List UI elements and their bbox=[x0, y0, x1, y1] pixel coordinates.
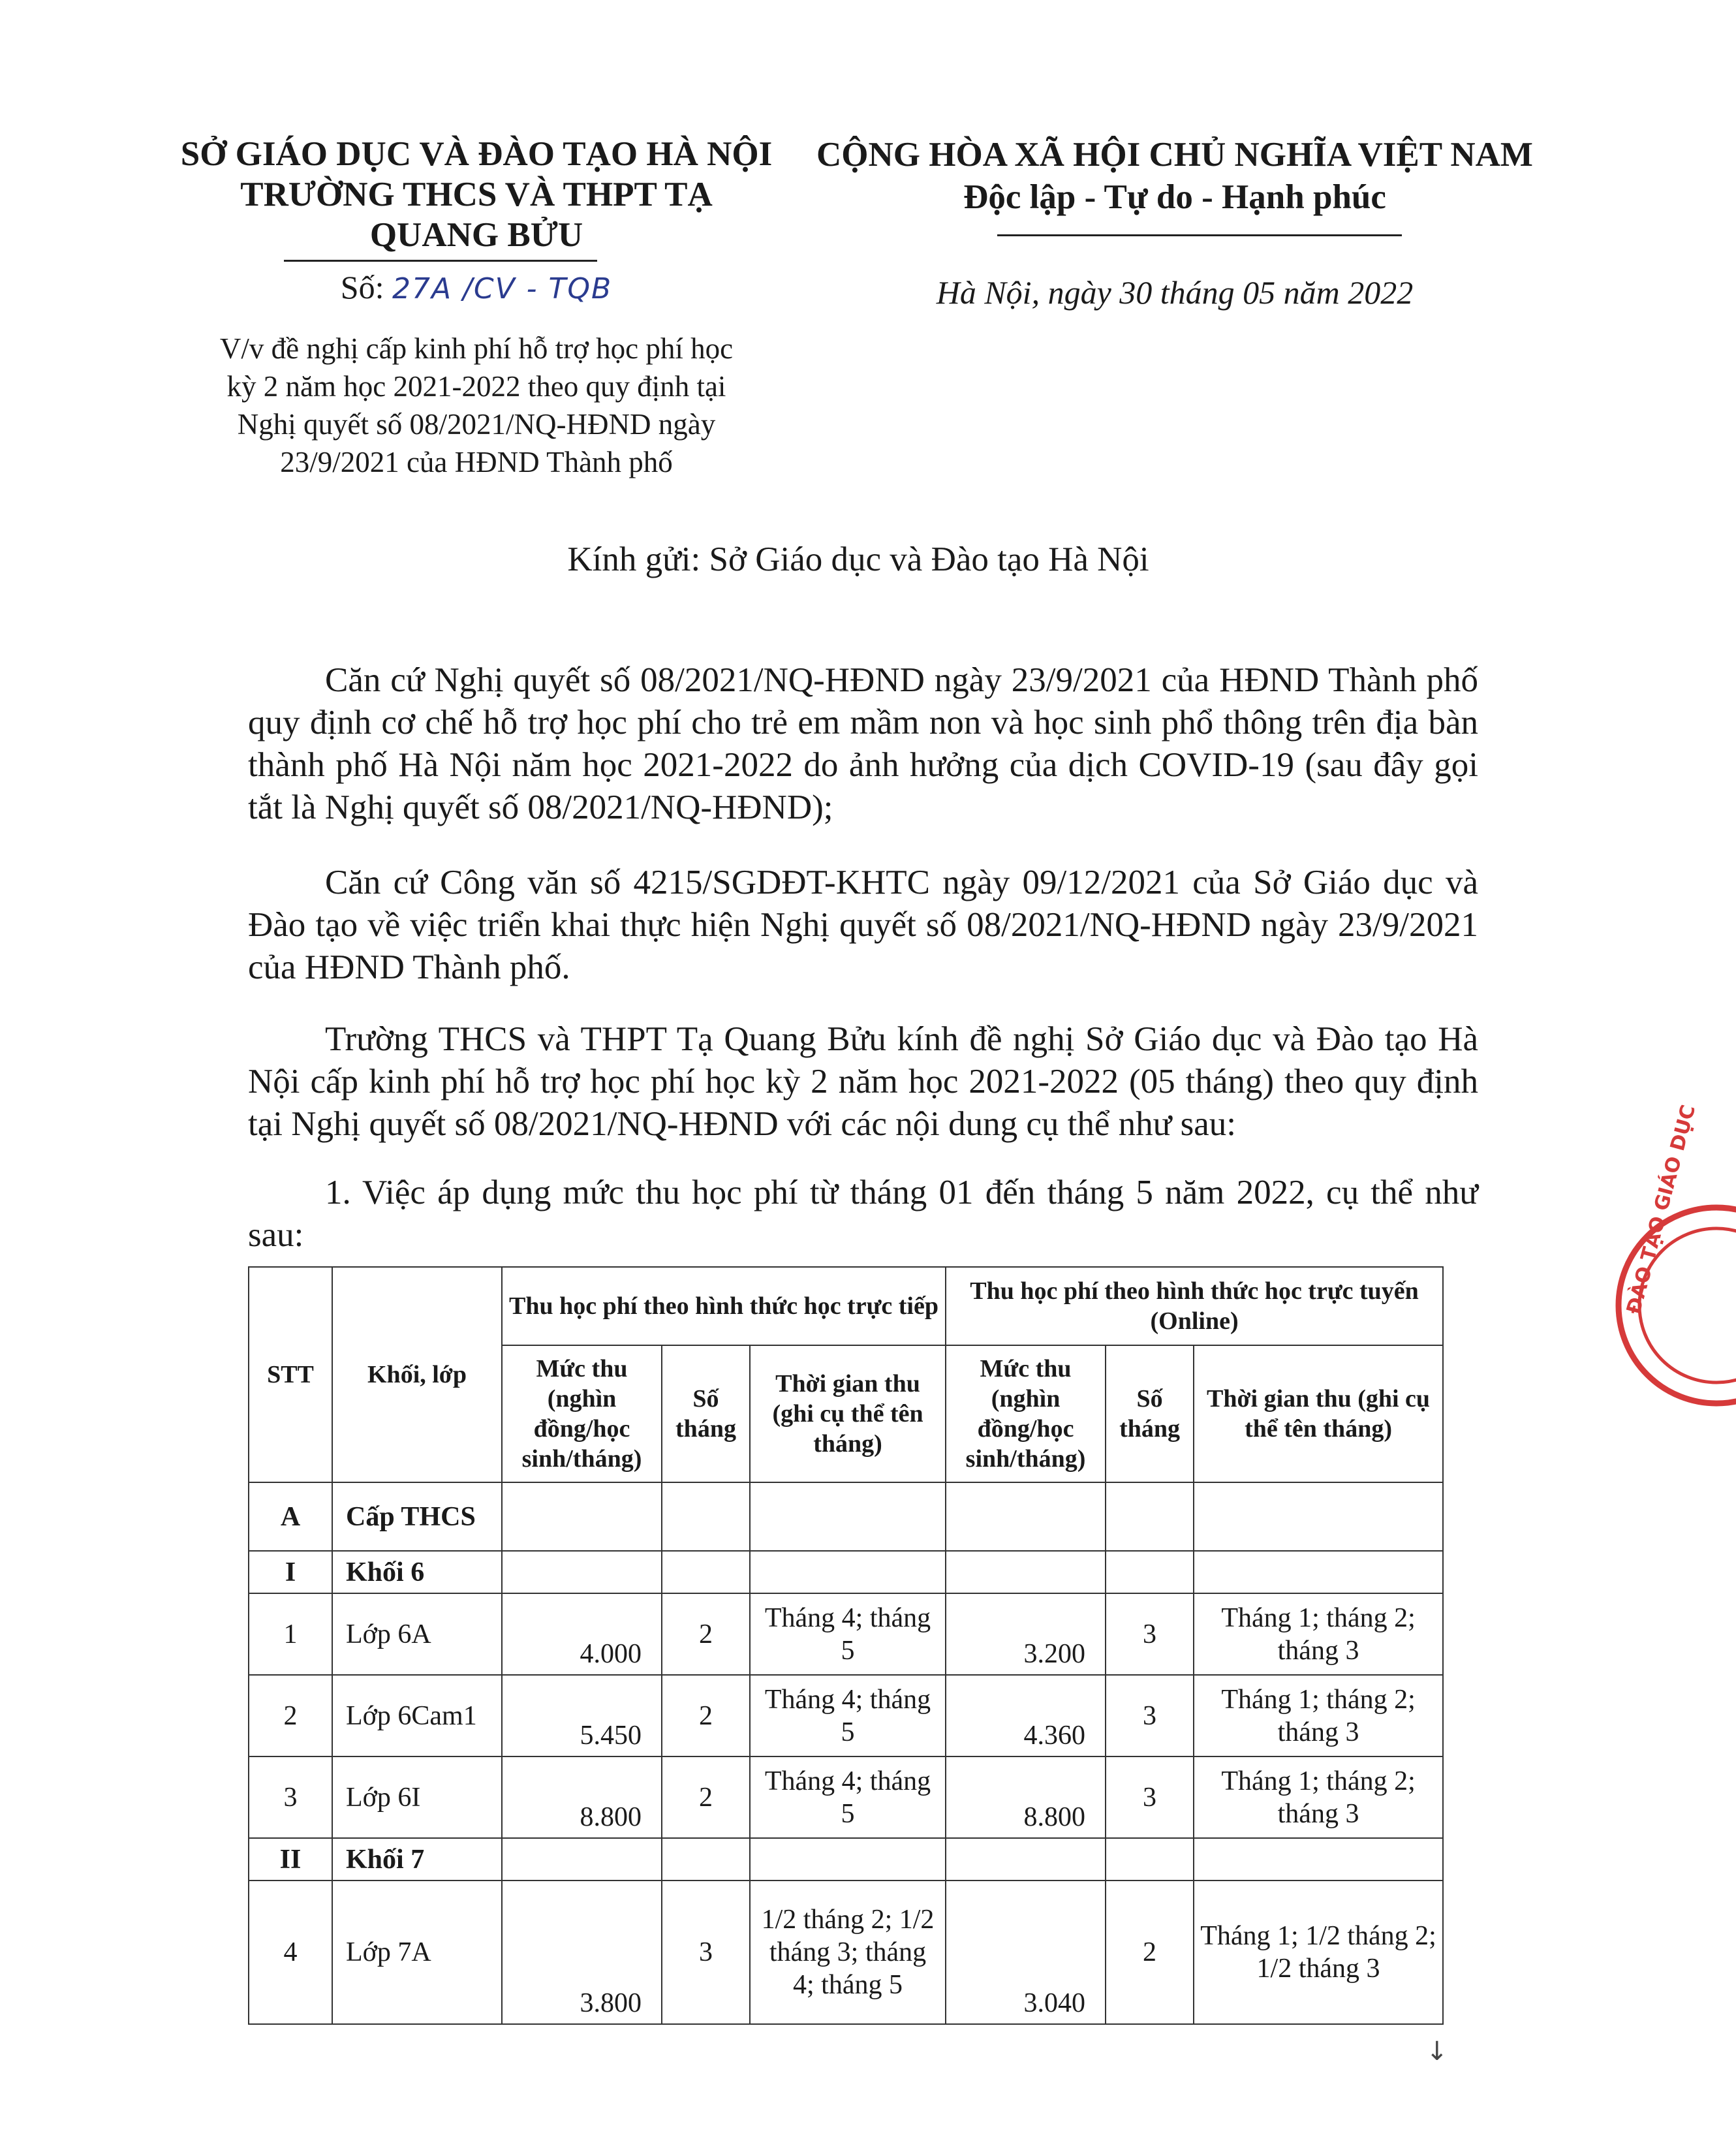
row-direct-fee: 4.000 bbox=[502, 1593, 662, 1675]
issuer-line-2: TRƯỜNG THCS VÀ THPT TẠ bbox=[240, 176, 713, 213]
paragraph-2: Căn cứ Công văn số 4215/SGDĐT-KHTC ngày 09/12/2021 của Sở Giáo dục và Đào tạo về việc triển khai thực hiện Nghị quyết số 08/2021/NQ-HĐND ngày 23/9/2021 của HĐND Thành phố. bbox=[248, 864, 1478, 986]
issuer-line-1: SỞ GIÁO DỤC VÀ ĐÀO TẠO HÀ NỘI bbox=[180, 135, 773, 173]
row-online-months: 3 bbox=[1106, 1756, 1194, 1838]
row-online-time: Tháng 1; tháng 2; tháng 3 bbox=[1194, 1593, 1443, 1675]
document-number bbox=[163, 268, 790, 309]
row-online-fee: 3.040 bbox=[946, 1881, 1106, 2024]
header-group-online: Thu học phí theo hình thức học trực tuyến (Online) bbox=[946, 1267, 1443, 1345]
stamp-text: ĐÀO TẠO GIÁO DỤC bbox=[1622, 1102, 1701, 1317]
row-online-time: Tháng 1; tháng 2; tháng 3 bbox=[1194, 1756, 1443, 1838]
row-online-fee: 3.200 bbox=[946, 1593, 1106, 1675]
row-online-time: Tháng 1; tháng 2; tháng 3 bbox=[1194, 1675, 1443, 1756]
row-online-months: 2 bbox=[1106, 1881, 1194, 2024]
row-direct-time: Tháng 4; tháng 5 bbox=[750, 1675, 946, 1756]
group-stt: I bbox=[249, 1551, 332, 1593]
document-number-label: Số: bbox=[340, 269, 384, 305]
paragraph-3: Trường THCS và THPT Tạ Quang Bửu kính đề nghị Sở Giáo dục và Đào tạo Hà Nội cấp kinh phí hỗ trợ học phí học kỳ 2 năm học 2021-2022 (05 tháng) theo quy định tại Nghị quyết số 08/2021/NQ-HĐND với các nội dung cụ thể như sau: bbox=[248, 1020, 1478, 1143]
row-direct-fee: 8.800 bbox=[502, 1756, 662, 1838]
motto: Độc lập - Tự do - Hạnh phúc bbox=[963, 178, 1386, 216]
national-motto-block bbox=[796, 134, 1553, 219]
group-row bbox=[249, 1838, 1443, 1881]
subject-line-4: 23/9/2021 của HĐND Thành phố bbox=[280, 446, 673, 478]
row-direct-months: 3 bbox=[662, 1881, 750, 2024]
section-label: Cấp THCS bbox=[332, 1482, 502, 1551]
row-stt: 4 bbox=[249, 1881, 332, 2024]
subject-line-3: Nghị quyết số 08/2021/NQ-HĐND ngày bbox=[237, 408, 716, 441]
row-direct-fee: 5.450 bbox=[502, 1675, 662, 1756]
table-row bbox=[249, 1593, 1443, 1675]
country-name: CỘNG HÒA XÃ HỘI CHỦ NGHĨA VIỆT NAM bbox=[816, 136, 1533, 174]
row-direct-fee: 3.800 bbox=[502, 1881, 662, 2024]
header-online-time: Thời gian thu (ghi cụ thể tên tháng) bbox=[1194, 1345, 1443, 1482]
header-group-direct: Thu học phí theo hình thức học trực tiếp bbox=[502, 1267, 946, 1345]
header-direct-fee: Mức thu (nghìn đồng/học sinh/tháng) bbox=[502, 1345, 662, 1482]
row-class: Lớp 7A bbox=[332, 1881, 502, 2024]
paragraph-4: 1. Việc áp dụng mức thu học phí từ tháng 01 đến tháng 5 năm 2022, cụ thể như sau: bbox=[248, 1174, 1478, 1254]
row-class: Lớp 6A bbox=[332, 1593, 502, 1675]
row-online-time: Tháng 1; 1/2 tháng 2; 1/2 tháng 3 bbox=[1194, 1881, 1443, 2024]
subject-line-2: kỳ 2 năm học 2021-2022 theo quy định tại bbox=[226, 370, 726, 403]
row-direct-time: Tháng 4; tháng 5 bbox=[750, 1756, 946, 1838]
row-class: Lớp 6Cam1 bbox=[332, 1675, 502, 1756]
issuer-line-3: QUANG BỬU bbox=[369, 216, 583, 254]
document-number-value: 27A /CV - TQB bbox=[392, 272, 613, 305]
group-stt: II bbox=[249, 1838, 332, 1881]
row-online-months: 3 bbox=[1106, 1593, 1194, 1675]
row-online-fee: 4.360 bbox=[946, 1675, 1106, 1756]
row-direct-months: 2 bbox=[662, 1675, 750, 1756]
header-online-fee: Mức thu (nghìn đồng/học sinh/tháng) bbox=[946, 1345, 1106, 1482]
row-direct-months: 2 bbox=[662, 1593, 750, 1675]
row-direct-months: 2 bbox=[662, 1756, 750, 1838]
recipient: Kính gửi: Sở Giáo dục và Đào tạo Hà Nội bbox=[567, 540, 1149, 578]
header-direct-time: Thời gian thu (ghi cụ thể tên tháng) bbox=[750, 1345, 946, 1482]
table-row bbox=[249, 1881, 1443, 2024]
document-date: Hà Nội, ngày 30 tháng 05 năm 2022 bbox=[936, 274, 1414, 311]
page-mark: ↓ bbox=[1426, 2037, 1448, 2067]
row-stt: 2 bbox=[249, 1675, 332, 1756]
row-class: Lớp 6I bbox=[332, 1756, 502, 1838]
row-online-fee: 8.800 bbox=[946, 1756, 1106, 1838]
group-label: Khối 7 bbox=[332, 1838, 502, 1881]
row-direct-time: Tháng 4; tháng 5 bbox=[750, 1593, 946, 1675]
group-label: Khối 6 bbox=[332, 1551, 502, 1593]
subject-block bbox=[163, 330, 790, 481]
section-row bbox=[249, 1482, 1443, 1551]
motto-underline bbox=[997, 234, 1402, 236]
table-row bbox=[249, 1756, 1443, 1838]
fee-table bbox=[248, 1266, 1444, 2025]
row-direct-time: 1/2 tháng 2; 1/2 tháng 3; tháng 4; tháng 5 bbox=[750, 1881, 946, 2024]
issuer-underline bbox=[284, 260, 597, 262]
stamp-seal bbox=[1592, 1102, 1736, 1410]
row-stt: 1 bbox=[249, 1593, 332, 1675]
header-online-months: Số tháng bbox=[1106, 1345, 1194, 1482]
row-online-months: 3 bbox=[1106, 1675, 1194, 1756]
table-row bbox=[249, 1675, 1443, 1756]
header-khoi-lop: Khối, lớp bbox=[332, 1267, 502, 1482]
row-stt: 3 bbox=[249, 1756, 332, 1838]
subject-line-1: V/v đề nghị cấp kinh phí hỗ trợ học phí học bbox=[219, 332, 734, 365]
header-direct-months: Số tháng bbox=[662, 1345, 750, 1482]
header-stt: STT bbox=[249, 1267, 332, 1482]
issuer-block bbox=[163, 134, 790, 255]
paragraph-1: Căn cứ Nghị quyết số 08/2021/NQ-HĐND ngày 23/9/2021 của HĐND Thành phố quy định cơ chế hỗ trợ học phí cho trẻ em mầm non và học sinh phổ thông trên địa bàn thành phố Hà Nội năm học 2021-2022 do ảnh hưởng của dịch COVID-19 (sau đây gọi tắt là Nghị quyết số 08/2021/NQ-HĐND); bbox=[248, 661, 1478, 826]
group-row bbox=[249, 1551, 1443, 1593]
section-stt: A bbox=[249, 1482, 332, 1551]
